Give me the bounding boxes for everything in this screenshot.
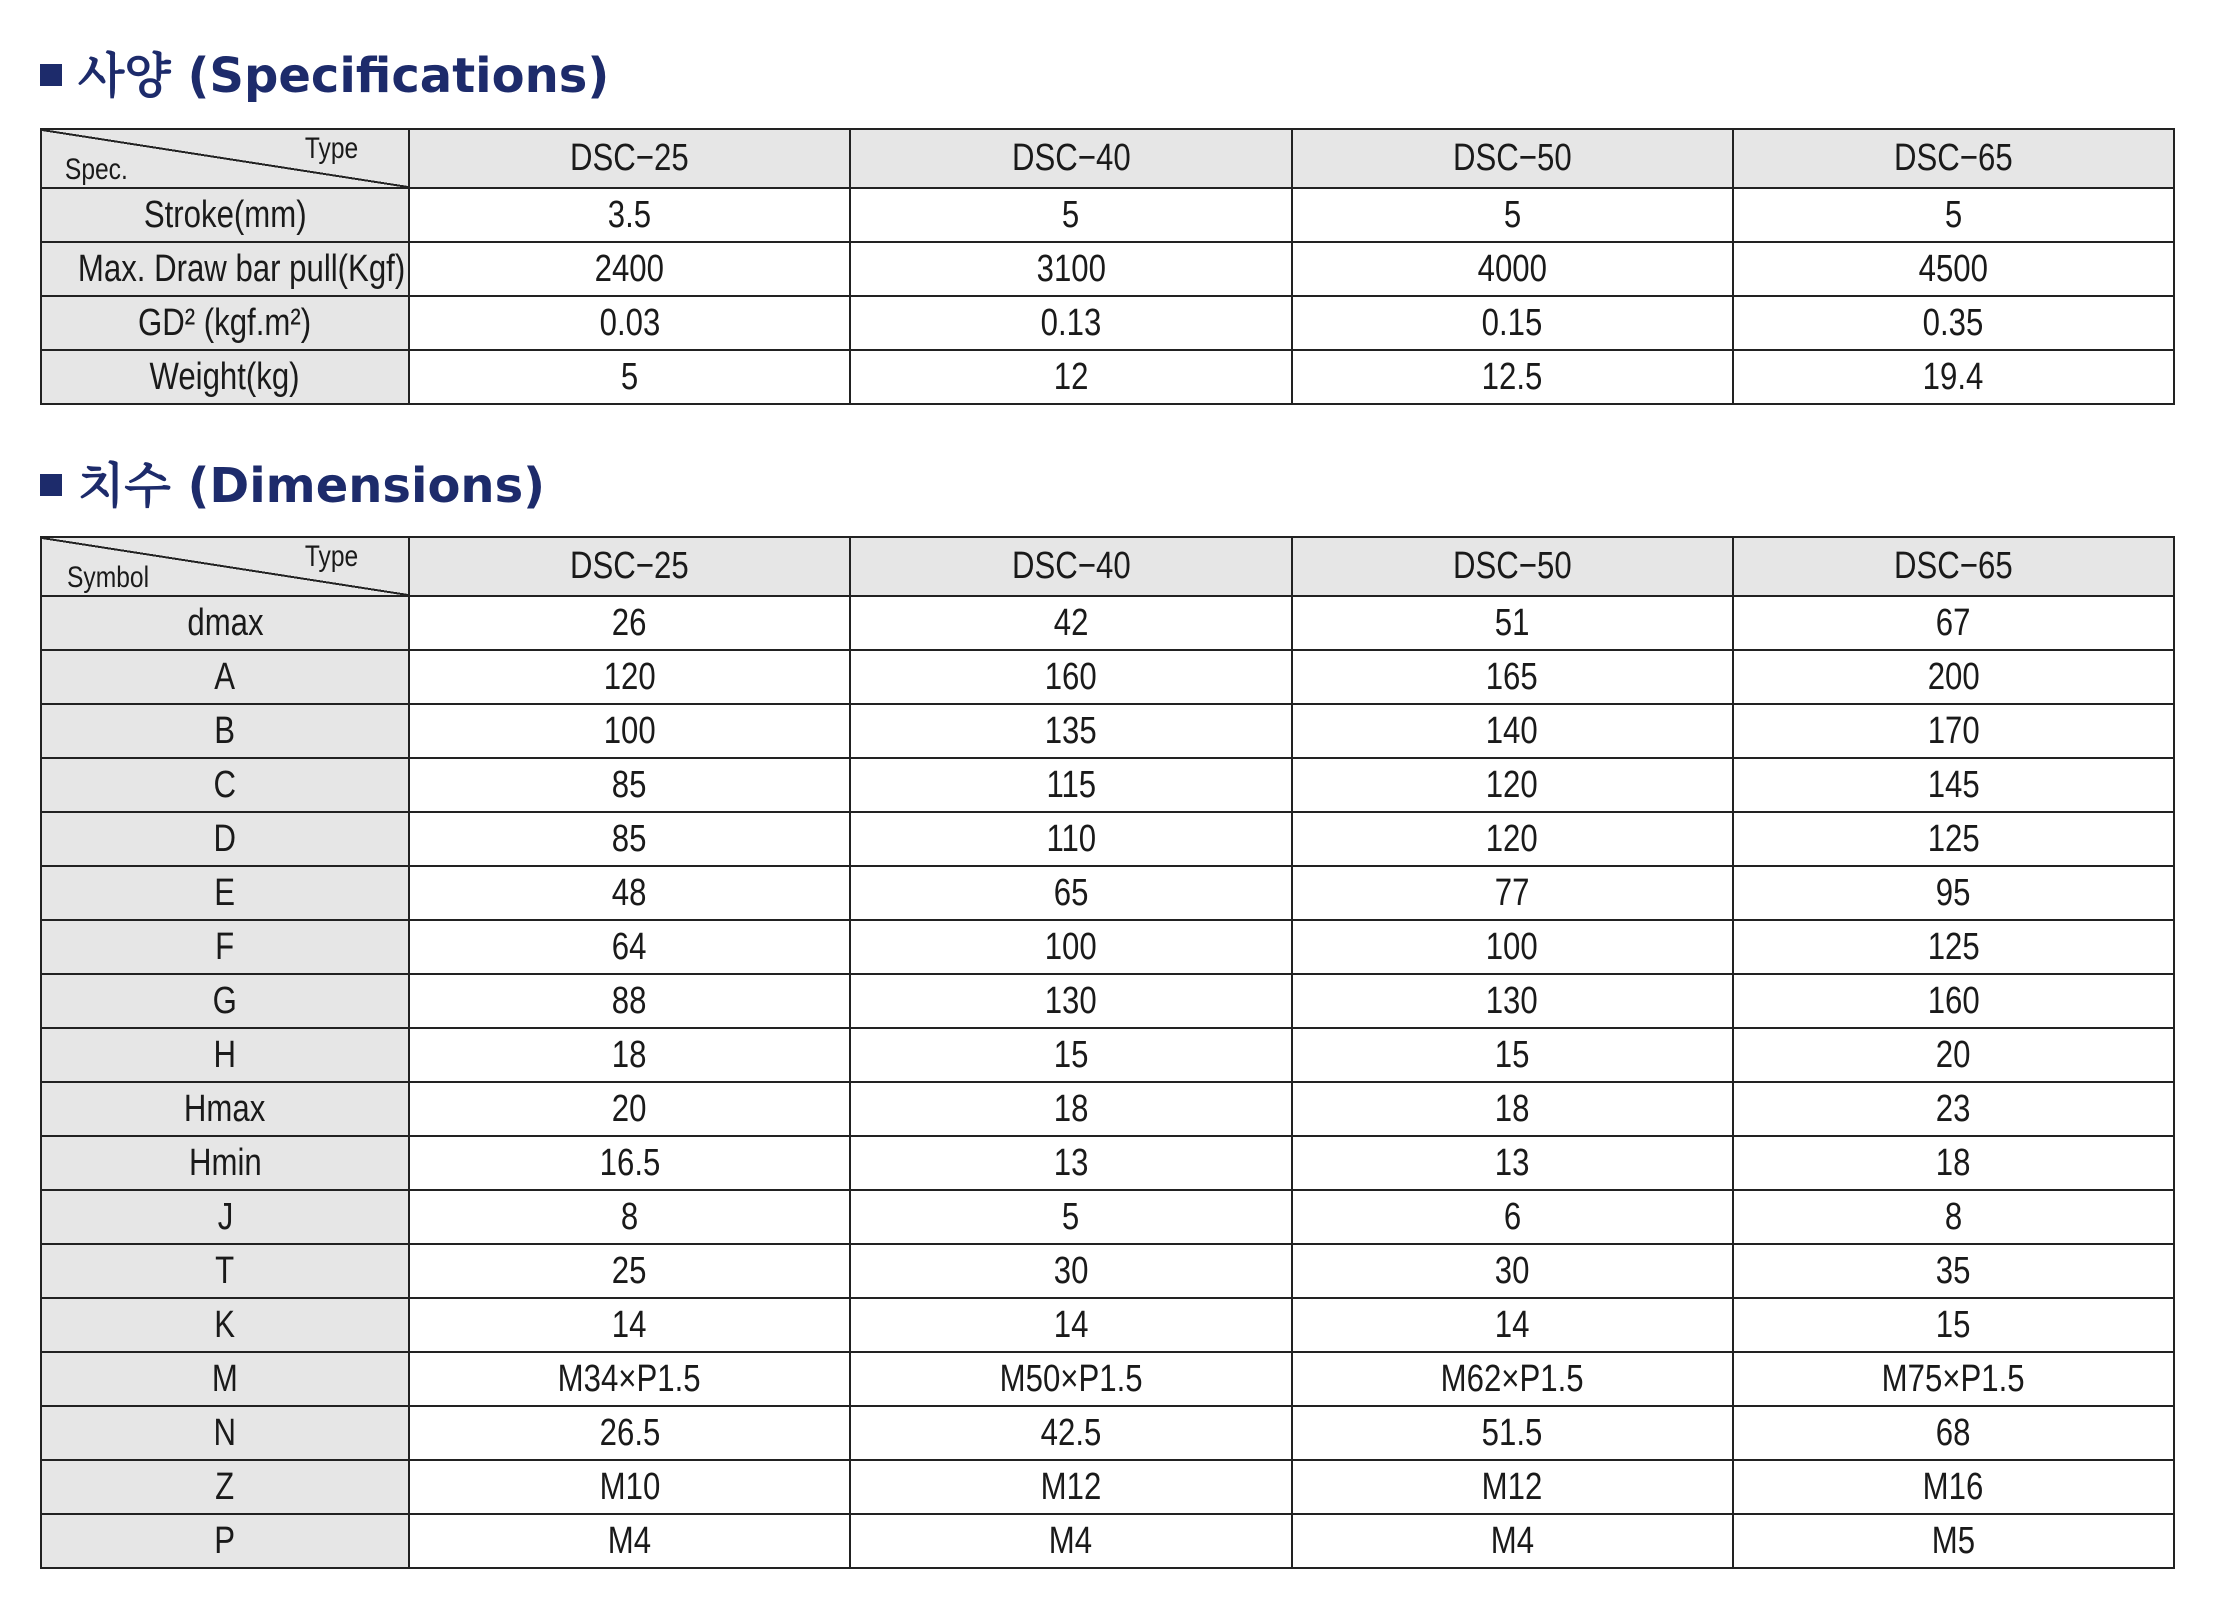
row-label-cell: [41, 758, 409, 812]
cell-value: 6: [1503, 1195, 1521, 1238]
value-cell: [850, 1460, 1291, 1514]
column-header: [409, 129, 850, 188]
row-label: E: [214, 871, 236, 914]
value-cell: [1292, 1028, 1733, 1082]
value-cell: [1292, 188, 1733, 242]
row-label-cell: [41, 1136, 409, 1190]
corner-label-type: Type: [304, 132, 359, 165]
value-cell: [1292, 1190, 1733, 1244]
row-label: A: [214, 655, 236, 698]
value-cell: [409, 296, 850, 350]
cell-value: 0.35: [1923, 301, 1984, 344]
table-row: [41, 704, 2174, 758]
table-header-row: [41, 129, 2174, 188]
value-cell: [850, 1352, 1291, 1406]
column-header-label: DSC−25: [570, 137, 689, 179]
value-cell: [409, 1406, 850, 1460]
value-cell: [1733, 596, 2174, 650]
table-row: [41, 866, 2174, 920]
cell-value: 100: [603, 709, 656, 752]
corner-label-symbol: Symbol: [67, 561, 150, 594]
value-cell: [409, 1298, 850, 1352]
column-header-label: DSC−40: [1011, 545, 1131, 587]
cell-value: 15: [1936, 1303, 1971, 1346]
value-cell: [1733, 920, 2174, 974]
value-cell: [1292, 650, 1733, 704]
value-cell: [1733, 1298, 2174, 1352]
value-cell: [850, 1136, 1291, 1190]
cell-value: 35: [1936, 1249, 1971, 1292]
value-cell: [409, 1352, 850, 1406]
cell-value: 8: [1944, 1195, 1963, 1238]
row-label-cell: [41, 974, 409, 1028]
table-row: [41, 1352, 2174, 1406]
row-label-cell: [41, 296, 409, 350]
cell-value: 64: [612, 925, 647, 968]
value-cell: [850, 596, 1291, 650]
row-label: T: [215, 1249, 235, 1292]
value-cell: [409, 1460, 850, 1514]
row-label: D: [213, 817, 237, 860]
table-row: [41, 1028, 2174, 1082]
value-cell: [1733, 758, 2174, 812]
table-row: [41, 1136, 2174, 1190]
cell-value: 16.5: [599, 1141, 660, 1184]
cell-value: 20: [612, 1087, 647, 1130]
value-cell: [1292, 1514, 1733, 1568]
column-header-label: DSC−40: [1011, 137, 1131, 179]
cell-value: 160: [1927, 979, 1980, 1022]
cell-value: M62×P1.5: [1440, 1357, 1584, 1400]
value-cell: [1292, 242, 1733, 296]
value-cell: [850, 704, 1291, 758]
column-header-label: DSC−65: [1894, 137, 2013, 179]
specifications-heading-text: 사양 (Specifications): [78, 48, 610, 104]
value-cell: [1733, 1028, 2174, 1082]
cell-value: 5: [1503, 193, 1521, 236]
value-cell: [409, 920, 850, 974]
value-cell: [850, 920, 1291, 974]
cell-value: M4: [607, 1519, 652, 1562]
cell-value: 68: [1936, 1411, 1971, 1454]
table-row: [41, 350, 2174, 404]
dimensions-heading-text: 치수 (Dimensions): [78, 458, 546, 514]
value-cell: [1292, 1082, 1733, 1136]
table-row: [41, 812, 2174, 866]
cell-value: M16: [1923, 1465, 1984, 1508]
cell-value: 85: [612, 817, 647, 860]
row-label-cell: [41, 920, 409, 974]
row-label: dmax: [186, 601, 264, 644]
cell-value: 18: [612, 1033, 647, 1076]
cell-value: 100: [1044, 925, 1097, 968]
cell-value: 15: [1053, 1033, 1089, 1076]
value-cell: [409, 1082, 850, 1136]
table-row: [41, 1514, 2174, 1568]
value-cell: [850, 1298, 1291, 1352]
table-row: [41, 1298, 2174, 1352]
cell-value: 30: [1053, 1249, 1089, 1292]
cell-value: 42: [1053, 601, 1089, 644]
table-row: [41, 758, 2174, 812]
column-header: [1292, 129, 1733, 188]
cell-value: 2400: [594, 247, 665, 290]
cell-value: 77: [1494, 871, 1530, 914]
row-label: J: [217, 1195, 233, 1238]
value-cell: [409, 974, 850, 1028]
row-label: N: [213, 1411, 237, 1454]
value-cell: [1292, 974, 1733, 1028]
value-cell: [850, 974, 1291, 1028]
value-cell: [1292, 1460, 1733, 1514]
row-label-cell: [41, 1514, 409, 1568]
cell-value: 18: [1936, 1141, 1971, 1184]
cell-value: 51.5: [1481, 1411, 1543, 1454]
cell-value: 14: [612, 1303, 647, 1346]
row-label: Stroke(mm): [143, 193, 307, 236]
cell-value: 26: [612, 601, 647, 644]
value-cell: [409, 866, 850, 920]
row-label: P: [214, 1519, 236, 1562]
table-row: [41, 188, 2174, 242]
column-header: [850, 537, 1291, 596]
row-label-cell: [41, 596, 409, 650]
cell-value: 160: [1044, 655, 1097, 698]
value-cell: [850, 350, 1291, 404]
value-cell: [1292, 704, 1733, 758]
cell-value: 200: [1927, 655, 1980, 698]
cell-value: 120: [603, 655, 656, 698]
cell-value: 5: [620, 355, 639, 398]
cell-value: 3.5: [607, 193, 652, 236]
cell-value: 88: [612, 979, 647, 1022]
cell-value: 12: [1053, 355, 1089, 398]
row-label-cell: [41, 1244, 409, 1298]
table-row: [41, 242, 2174, 296]
value-cell: [850, 812, 1291, 866]
value-cell: [1733, 1406, 2174, 1460]
cell-value: 42.5: [1040, 1411, 1102, 1454]
value-cell: [409, 1028, 850, 1082]
cell-value: 4000: [1477, 247, 1547, 290]
square-bullet-icon: [40, 474, 62, 496]
row-label-cell: [41, 866, 409, 920]
table-row: [41, 1190, 2174, 1244]
cell-value: 125: [1927, 925, 1980, 968]
corner-header-cell: [41, 537, 409, 596]
cell-value: 165: [1486, 655, 1539, 698]
row-label: GD² (kgf.m²): [138, 301, 312, 344]
table-row: [41, 1244, 2174, 1298]
cell-value: 48: [612, 871, 647, 914]
value-cell: [850, 296, 1291, 350]
cell-value: 85: [612, 763, 647, 806]
value-cell: [409, 350, 850, 404]
column-header-label: DSC−50: [1452, 545, 1572, 587]
cell-value: 15: [1494, 1033, 1530, 1076]
value-cell: [850, 1082, 1291, 1136]
row-label-cell: [41, 188, 409, 242]
value-cell: [1733, 704, 2174, 758]
cell-value: 0.13: [1040, 301, 1102, 344]
value-cell: [409, 704, 850, 758]
value-cell: [409, 1136, 850, 1190]
row-label: Weight(kg): [149, 355, 301, 398]
row-label: H: [213, 1033, 237, 1076]
row-label-cell: [41, 350, 409, 404]
row-label-cell: [41, 1406, 409, 1460]
cell-value: 20: [1936, 1033, 1971, 1076]
cell-value: 125: [1927, 817, 1980, 860]
cell-value: 14: [1053, 1303, 1089, 1346]
value-cell: [409, 1244, 850, 1298]
cell-value: 18: [1053, 1087, 1089, 1130]
cell-value: 170: [1927, 709, 1980, 752]
corner-label-type: Type: [304, 540, 359, 573]
column-header: [409, 537, 850, 596]
cell-value: 5: [1944, 193, 1963, 236]
cell-value: M4: [1049, 1519, 1093, 1562]
cell-value: M10: [599, 1465, 660, 1508]
row-label-cell: [41, 1352, 409, 1406]
table-row: [41, 596, 2174, 650]
row-label: Max. Draw bar pull(Kgf): [77, 247, 406, 290]
cell-value: M12: [1481, 1465, 1543, 1508]
row-label-cell: [41, 650, 409, 704]
value-cell: [850, 1514, 1291, 1568]
cell-value: 120: [1486, 763, 1539, 806]
value-cell: [1733, 866, 2174, 920]
dimensions-table: [40, 536, 2175, 1569]
row-label-cell: [41, 242, 409, 296]
cell-value: M34×P1.5: [558, 1357, 702, 1400]
value-cell: [1733, 1136, 2174, 1190]
cell-value: 23: [1936, 1087, 1971, 1130]
value-cell: [850, 1190, 1291, 1244]
row-label: C: [213, 763, 237, 806]
table-row: [41, 920, 2174, 974]
value-cell: [1733, 188, 2174, 242]
cell-value: 13: [1053, 1141, 1089, 1184]
row-label-cell: [41, 704, 409, 758]
value-cell: [1733, 1514, 2174, 1568]
dimensions-heading: [40, 456, 545, 516]
value-cell: [409, 758, 850, 812]
value-cell: [1292, 296, 1733, 350]
value-cell: [409, 1514, 850, 1568]
row-label: F: [215, 925, 235, 968]
cell-value: 67: [1936, 601, 1971, 644]
cell-value: 0.03: [599, 301, 660, 344]
column-header-label: DSC−50: [1452, 137, 1572, 179]
cell-value: 130: [1486, 979, 1539, 1022]
cell-value: 18: [1494, 1087, 1530, 1130]
column-header: [850, 129, 1291, 188]
value-cell: [1733, 1082, 2174, 1136]
cell-value: 5: [1062, 193, 1080, 236]
cell-value: 65: [1053, 871, 1089, 914]
cell-value: 12.5: [1481, 355, 1543, 398]
value-cell: [1292, 1298, 1733, 1352]
table-row: [41, 296, 2174, 350]
table-header-row: [41, 537, 2174, 596]
column-header-label: DSC−25: [570, 545, 689, 587]
cell-value: 115: [1046, 763, 1096, 806]
value-cell: [1292, 1406, 1733, 1460]
cell-value: M4: [1490, 1519, 1534, 1562]
cell-value: 100: [1486, 925, 1539, 968]
column-header: [1733, 129, 2174, 188]
value-cell: [1733, 974, 2174, 1028]
value-cell: [850, 1028, 1291, 1082]
row-label-cell: [41, 1028, 409, 1082]
row-label: Z: [215, 1465, 235, 1508]
cell-value: 25: [612, 1249, 647, 1292]
row-label: Hmin: [188, 1141, 262, 1184]
cell-value: 19.4: [1923, 355, 1984, 398]
cell-value: 0.15: [1481, 301, 1543, 344]
value-cell: [1733, 1460, 2174, 1514]
value-cell: [850, 242, 1291, 296]
value-cell: [1292, 866, 1733, 920]
column-header-label: DSC−65: [1894, 545, 2013, 587]
cell-value: 30: [1494, 1249, 1530, 1292]
cell-value: 8: [620, 1195, 639, 1238]
value-cell: [1292, 350, 1733, 404]
value-cell: [409, 596, 850, 650]
cell-value: 95: [1936, 871, 1971, 914]
value-cell: [1292, 1136, 1733, 1190]
table-row: [41, 650, 2174, 704]
corner-header-cell: [41, 129, 409, 188]
value-cell: [1733, 242, 2174, 296]
cell-value: M12: [1040, 1465, 1102, 1508]
value-cell: [1292, 758, 1733, 812]
table-row: [41, 1460, 2174, 1514]
value-cell: [1292, 1244, 1733, 1298]
cell-value: 5: [1062, 1195, 1080, 1238]
value-cell: [1292, 1352, 1733, 1406]
cell-value: M5: [1931, 1519, 1976, 1562]
table-row: [41, 1082, 2174, 1136]
row-label: K: [214, 1303, 236, 1346]
row-label-cell: [41, 1082, 409, 1136]
row-label-cell: [41, 812, 409, 866]
value-cell: [1733, 650, 2174, 704]
value-cell: [409, 188, 850, 242]
value-cell: [850, 866, 1291, 920]
cell-value: 130: [1044, 979, 1097, 1022]
cell-value: 140: [1486, 709, 1539, 752]
row-label: M: [212, 1357, 238, 1400]
value-cell: [1733, 1244, 2174, 1298]
value-cell: [1733, 350, 2174, 404]
row-label: B: [214, 709, 236, 752]
value-cell: [409, 242, 850, 296]
cell-value: 110: [1046, 817, 1096, 860]
value-cell: [409, 1190, 850, 1244]
value-cell: [850, 758, 1291, 812]
value-cell: [850, 1244, 1291, 1298]
value-cell: [1733, 1352, 2174, 1406]
row-label: G: [212, 979, 238, 1022]
cell-value: 14: [1494, 1303, 1530, 1346]
cell-value: 4500: [1918, 247, 1989, 290]
square-bullet-icon: [40, 64, 62, 86]
cell-value: 145: [1927, 763, 1980, 806]
row-label-cell: [41, 1190, 409, 1244]
value-cell: [1292, 596, 1733, 650]
cell-value: M75×P1.5: [1881, 1357, 2025, 1400]
row-label-cell: [41, 1460, 409, 1514]
value-cell: [1292, 920, 1733, 974]
corner-label-spec: Spec.: [64, 153, 128, 186]
value-cell: [850, 188, 1291, 242]
value-cell: [409, 650, 850, 704]
cell-value: 13: [1494, 1141, 1530, 1184]
specifications-heading: [40, 46, 609, 106]
table-row: [41, 1406, 2174, 1460]
value-cell: [1733, 1190, 2174, 1244]
value-cell: [1733, 812, 2174, 866]
specifications-table: [40, 128, 2175, 405]
value-cell: [850, 1406, 1291, 1460]
column-header: [1733, 537, 2174, 596]
column-header: [1292, 537, 1733, 596]
value-cell: [850, 650, 1291, 704]
cell-value: 26.5: [599, 1411, 660, 1454]
value-cell: [1733, 296, 2174, 350]
cell-value: 135: [1044, 709, 1097, 752]
table-row: [41, 974, 2174, 1028]
value-cell: [409, 812, 850, 866]
cell-value: 3100: [1036, 247, 1106, 290]
value-cell: [1292, 812, 1733, 866]
row-label: Hmax: [184, 1087, 266, 1130]
cell-value: M50×P1.5: [999, 1357, 1143, 1400]
cell-value: 120: [1486, 817, 1539, 860]
cell-value: 51: [1494, 601, 1530, 644]
row-label-cell: [41, 1298, 409, 1352]
